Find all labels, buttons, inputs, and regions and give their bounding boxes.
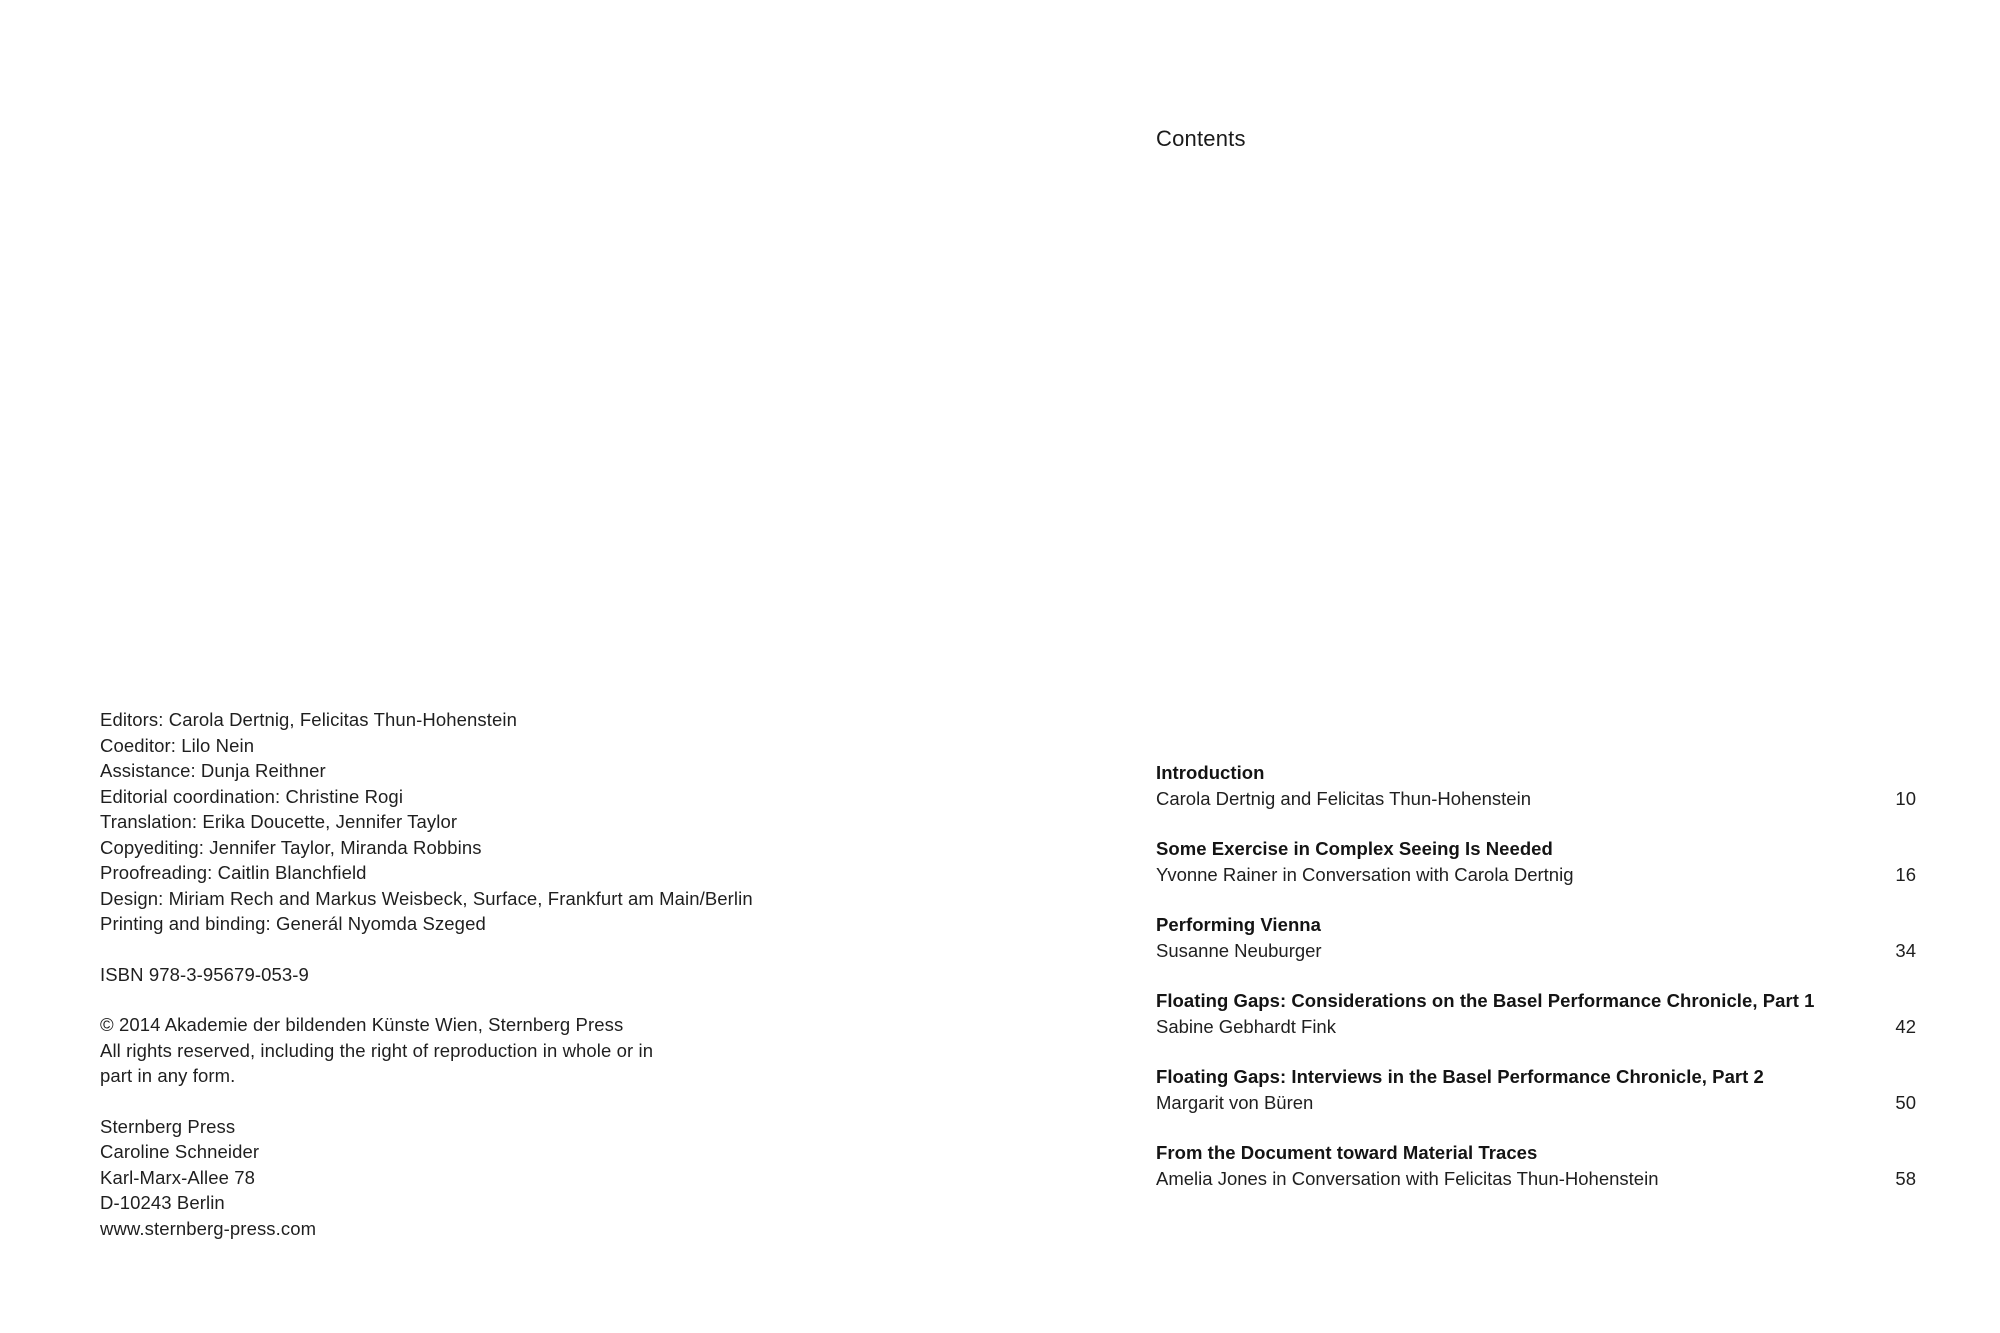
toc-entry-title: Performing Vienna — [1156, 914, 1321, 935]
isbn-line: ISBN 978-3-95679-053-9 — [100, 963, 309, 985]
toc-entry-page: 34 — [1895, 939, 1916, 961]
toc-entry-author: Sabine Gebhardt Fink — [1156, 1015, 1336, 1037]
toc-entry-title: Floating Gaps: Interviews in the Basel Performance Chronicle, Part 2 — [1156, 1066, 1764, 1087]
toc-entry-author: Margarit von Büren — [1156, 1091, 1314, 1113]
toc-entry-author-row — [1156, 786, 1916, 812]
toc-entry-title: From the Document toward Material Traces — [1156, 1142, 1538, 1163]
credit-line: Coeditor: Lilo Nein — [100, 734, 255, 756]
toc-entry-title: Some Exercise in Complex Seeing Is Needed — [1156, 838, 1553, 859]
credit-line: Translation: Erika Doucette, Jennifer Taylor — [100, 811, 458, 832]
credit-line: Assistance: Dunja Reithner — [100, 760, 326, 781]
credit-line: Design: Miriam Rech and Markus Weisbeck, Surface, Frankfurt am Main/Berlin — [100, 887, 753, 909]
credits-block — [100, 707, 860, 937]
publisher-line: Sternberg Press — [100, 1115, 236, 1137]
credit-line: Editors: Carola Dertnig, Felicitas Thun-Hohenstein — [100, 709, 517, 730]
publisher-line: Karl-Marx-Allee 78 — [100, 1166, 255, 1188]
toc-entry[interactable] — [1156, 1140, 1916, 1191]
toc-entry-page: 16 — [1895, 863, 1916, 885]
toc-entry-author-row — [1156, 1090, 1916, 1116]
toc-entry-page: 42 — [1895, 1015, 1916, 1037]
publisher-line: D-10243 Berlin — [100, 1192, 225, 1213]
toc-entry-page: 58 — [1895, 1167, 1916, 1189]
toc-entry[interactable] — [1156, 988, 1916, 1039]
copyright-line: part in any form. — [100, 1065, 236, 1086]
toc-entry[interactable] — [1156, 912, 1916, 963]
isbn-block — [100, 962, 860, 988]
credit-line: Printing and binding: Generál Nyomda Szeged — [100, 913, 486, 934]
copyright-line: © 2014 Akademie der bildenden Künste Wien, Sternberg Press — [100, 1014, 624, 1035]
publisher-block — [100, 1114, 860, 1242]
toc-entry-author-row — [1156, 1166, 1916, 1192]
toc-entry-page: 50 — [1895, 1091, 1916, 1113]
publisher-line: Caroline Schneider — [100, 1141, 260, 1162]
copyright-line: All rights reserved, including the right of reproduction in whole or in — [100, 1039, 654, 1061]
contents-heading: Contents — [1156, 126, 1246, 151]
credit-line: Editorial coordination: Christine Rogi — [100, 785, 404, 807]
toc-entry-author-row — [1156, 1014, 1916, 1040]
toc-entry-title: Floating Gaps: Considerations on the Basel Performance Chronicle, Part 1 — [1156, 990, 1815, 1011]
copyright-block — [100, 1012, 860, 1089]
toc-entry-author: Susanne Neuburger — [1156, 939, 1322, 961]
toc-entry-author: Yvonne Rainer in Conversation with Carola Dertnig — [1156, 863, 1574, 885]
credit-line: Copyediting: Jennifer Taylor, Miranda Robbins — [100, 836, 482, 858]
table-of-contents — [1156, 760, 1916, 1191]
toc-entry[interactable] — [1156, 760, 1916, 811]
toc-entry-page: 10 — [1895, 787, 1916, 809]
imprint-block — [100, 707, 860, 1241]
credit-line: Proofreading: Caitlin Blanchfield — [100, 862, 367, 883]
toc-entry-author: Carola Dertnig and Felicitas Thun-Hohenstein — [1156, 787, 1531, 809]
toc-entry[interactable] — [1156, 1064, 1916, 1115]
toc-entry-author-row — [1156, 862, 1916, 888]
toc-entry[interactable] — [1156, 836, 1916, 887]
toc-entry-author-row — [1156, 938, 1916, 964]
toc-entry-author: Amelia Jones in Conversation with Felicitas Thun-Hohenstein — [1156, 1167, 1659, 1189]
publisher-website[interactable]: www.sternberg-press.com — [100, 1217, 317, 1239]
toc-entry-title: Introduction — [1156, 762, 1265, 783]
